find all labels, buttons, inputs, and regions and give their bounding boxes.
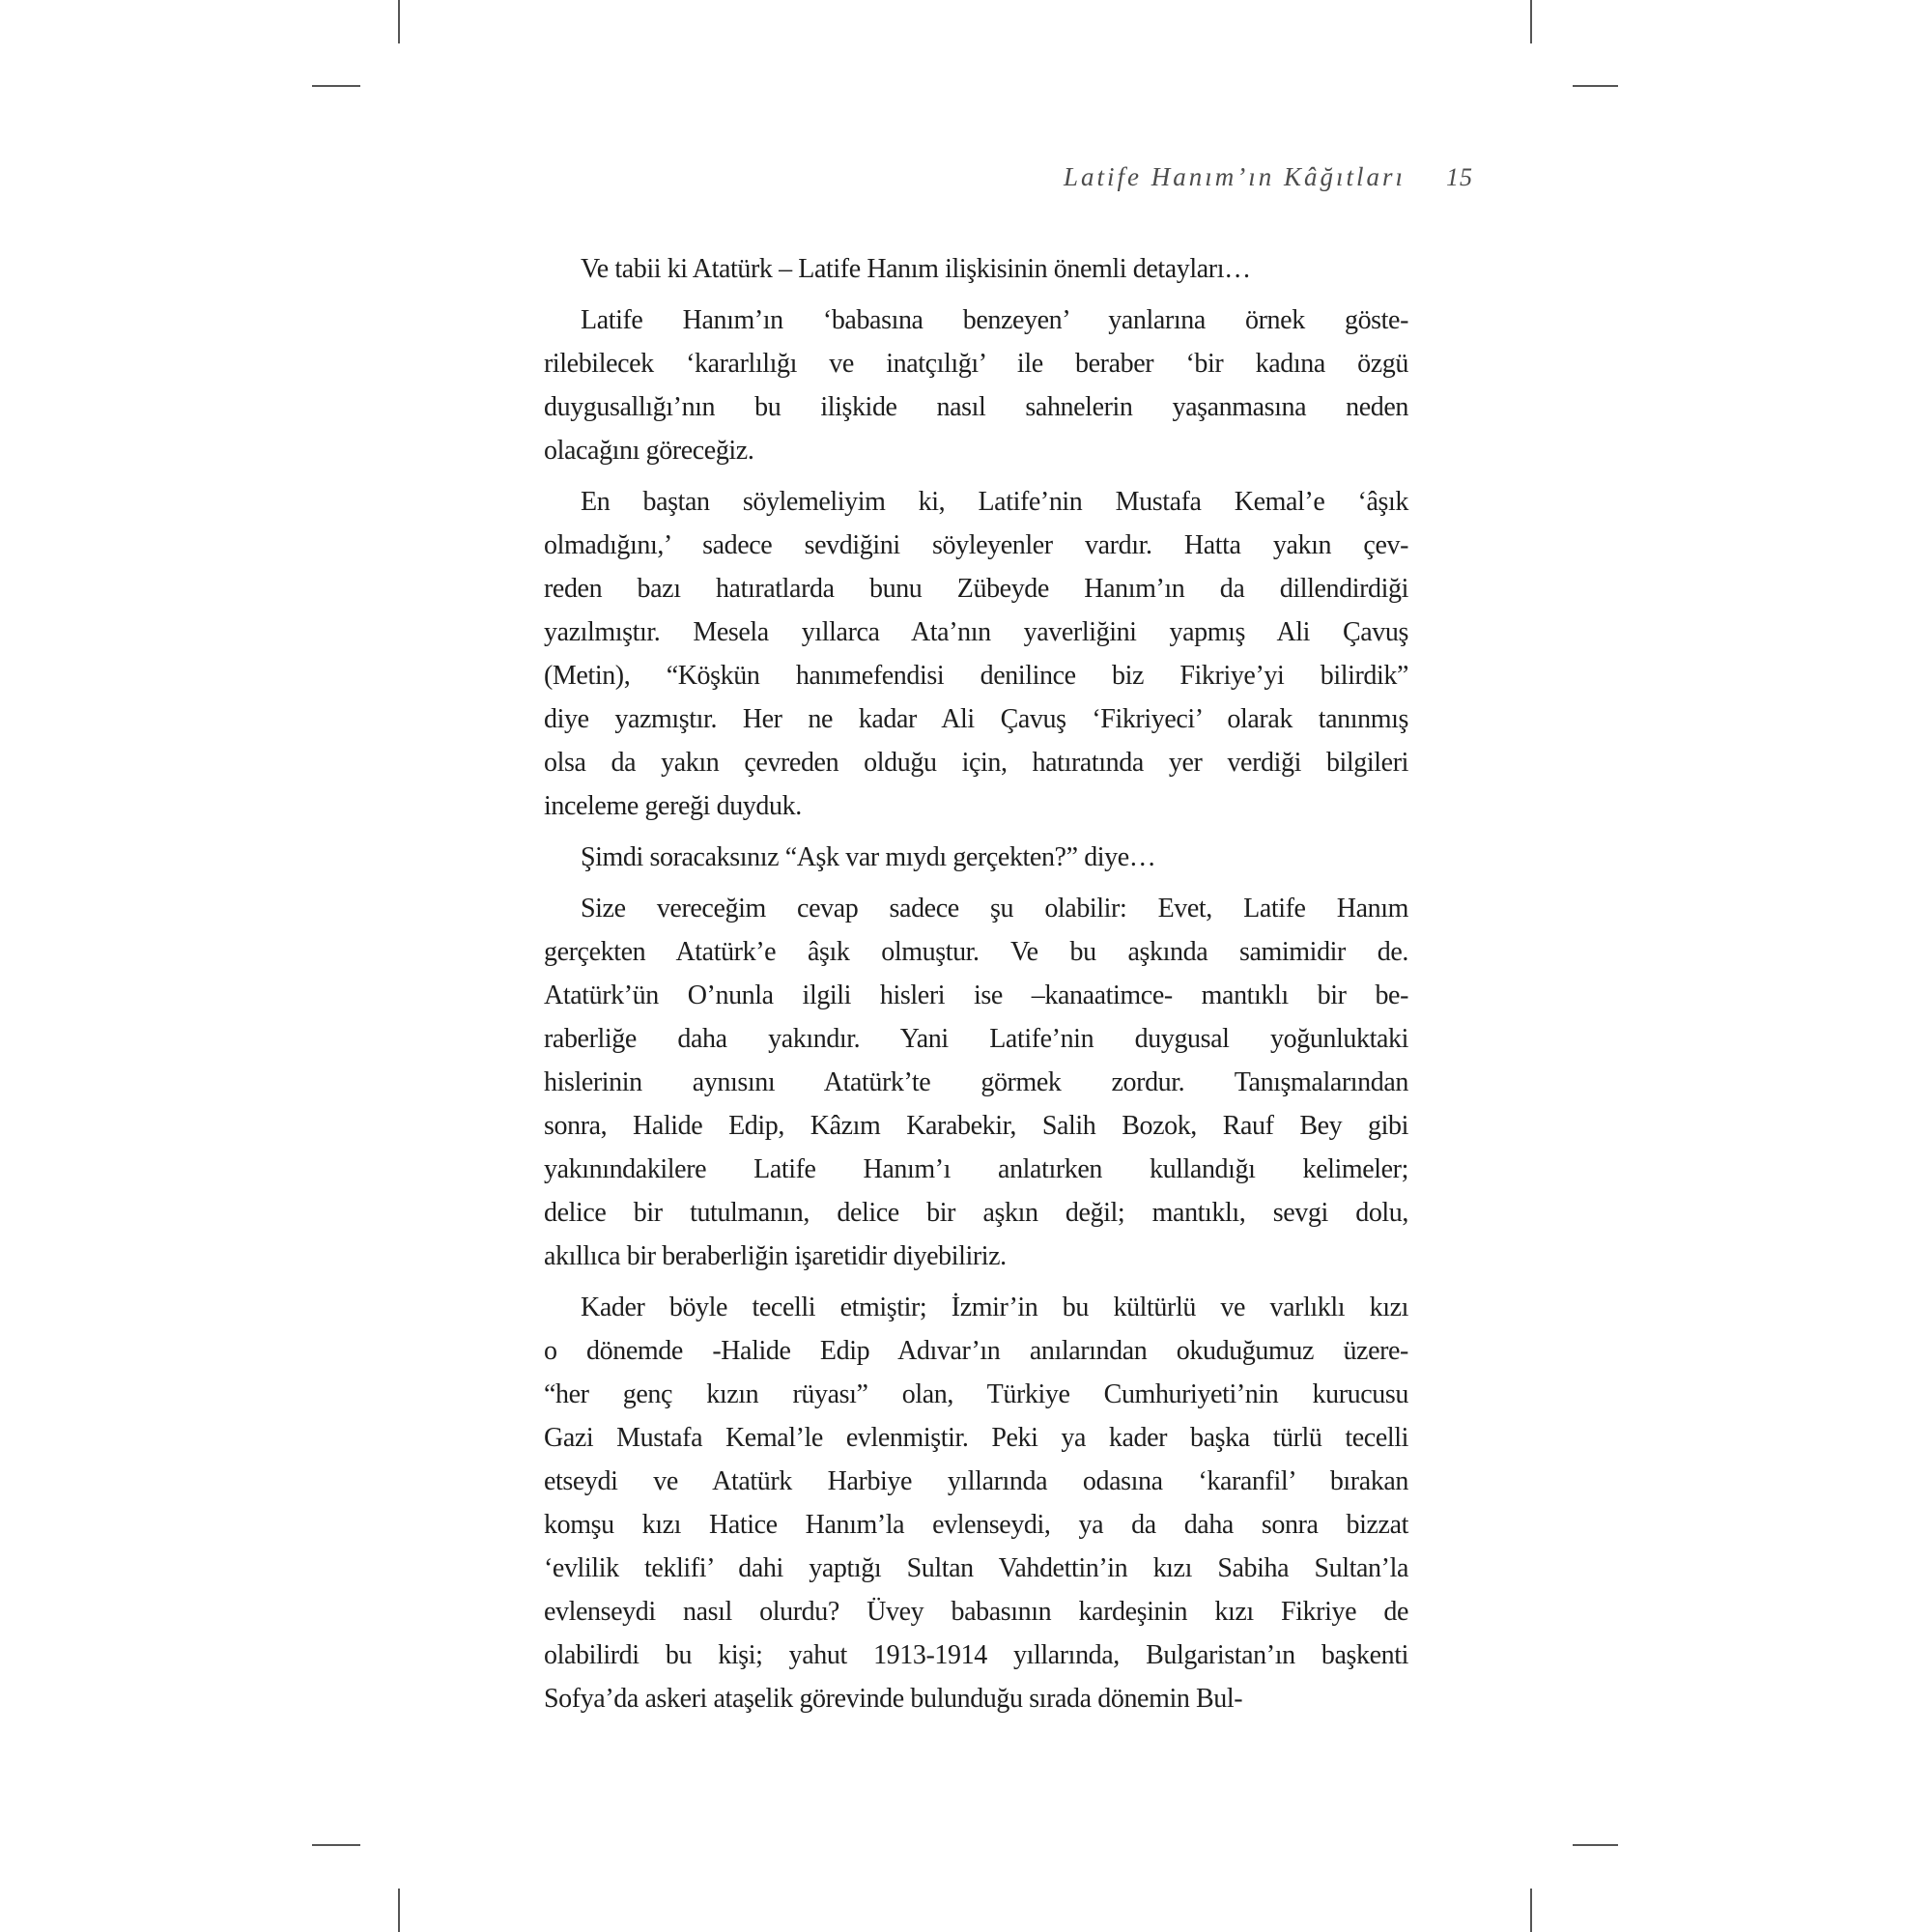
- text-line: inceleme gereği duyduk.: [544, 791, 802, 821]
- text-line: etseydi ve Atatürk Harbiye yıllarında odasına ‘karanfil’ bırakan: [544, 1466, 1408, 1496]
- text-line: (Metin), “Köşkün hanımefendisi denilince biz Fikriye’yi bilirdik”: [544, 661, 1408, 691]
- paragraph: [544, 298, 1408, 472]
- text-line: Sofya’da askeri ataşelik görevinde bulunduğu sırada dönemin Bul-: [544, 1684, 1243, 1714]
- text-line: raberliğe daha yakındır. Yani Latife’nin duygusal yoğunluktaki: [544, 1024, 1408, 1054]
- text-line: yazılmıştır. Mesela yıllarca Ata’nın yaverliğini yapmış Ali Çavuş: [544, 617, 1408, 647]
- text-line: “her genç kızın rüyası” olan, Türkiye Cumhuriyeti’nin kurucusu: [544, 1379, 1408, 1409]
- text-line: olmadığını,’ sadece sevdiğini söyleyenler vardır. Hatta yakın çev-: [544, 530, 1408, 560]
- crop-mark-left-bottom-horizontal: [312, 1844, 360, 1846]
- running-header-title: Latife Hanım’ın Kâğıtları: [1063, 162, 1406, 191]
- text-line: rilebilecek ‘kararlılığı ve inatçılığı’ ile beraber ‘bir kadına özgü: [544, 349, 1408, 379]
- text-line: olacağını göreceğiz.: [544, 436, 754, 466]
- text-line: sonra, Halide Edip, Kâzım Karabekir, Salih Bozok, Rauf Bey gibi: [544, 1111, 1408, 1141]
- paragraph: [544, 480, 1408, 828]
- crop-mark-right-bottom-horizontal: [1573, 1844, 1618, 1846]
- text-line: o dönemde -Halide Edip Adıvar’ın anılarından okuduğumuz üzere-: [544, 1336, 1408, 1366]
- page-number: 15: [1446, 163, 1473, 191]
- paragraph: [544, 1286, 1408, 1720]
- text-line: komşu kızı Hatice Hanım’la evlenseydi, ya da daha sonra bizzat: [544, 1510, 1408, 1540]
- text-line: hislerinin aynısını Atatürk’te görmek zordur. Tanışmalarından: [544, 1067, 1408, 1097]
- text-line: ‘evlilik teklifi’ dahi yaptığı Sultan Vahdettin’in kızı Sabiha Sultan’la: [544, 1553, 1408, 1583]
- text-line: reden bazı hatıratlarda bunu Zübeyde Hanım’ın da dillendirdiği: [544, 574, 1408, 604]
- text-line: En baştan söylemeliyim ki, Latife’nin Mustafa Kemal’e ‘âşık: [581, 487, 1408, 517]
- text-line: diye yazmıştır. Her ne kadar Ali Çavuş ‘Fikriyeci’ olarak tanınmış: [544, 704, 1408, 734]
- crop-mark-bottom-left-vertical: [398, 1889, 400, 1932]
- crop-mark-bottom-right-vertical: [1530, 1889, 1532, 1932]
- text-line: gerçekten Atatürk’e âşık olmuştur. Ve bu aşkında samimidir de.: [544, 937, 1408, 967]
- text-line: Latife Hanım’ın ‘babasına benzeyen’ yanlarına örnek göste-: [581, 305, 1408, 335]
- text-line: Şimdi soracaksınız “Aşk var mıydı gerçekten?” diye…: [581, 842, 1156, 872]
- text-line: olsa da yakın çevreden olduğu için, hatıratında yer verdiği bilgileri: [544, 748, 1408, 778]
- running-header: [544, 162, 1473, 192]
- text-line: Atatürk’ün O’nunla ilgili hisleri ise –kanaatimce- mantıklı bir be-: [544, 980, 1408, 1010]
- text-line: Gazi Mustafa Kemal’le evlenmiştir. Peki ya kader başka türlü tecelli: [544, 1423, 1408, 1453]
- paragraph: [544, 887, 1408, 1278]
- text-line: Ve tabii ki Atatürk – Latife Hanım ilişkisinin önemli detayları…: [581, 254, 1251, 284]
- crop-mark-right-top-horizontal: [1573, 85, 1618, 87]
- text-line: evlenseydi nasıl olurdu? Üvey babasının kardeşinin kızı Fikriye de: [544, 1597, 1408, 1627]
- text-line: Size vereceğim cevap sadece şu olabilir: Evet, Latife Hanım: [581, 894, 1408, 923]
- text-line: olabilirdi bu kişi; yahut 1913-1914 yıllarında, Bulgaristan’ın başkenti: [544, 1640, 1408, 1670]
- text-line: Kader böyle tecelli etmiştir; İzmir’in bu kültürlü ve varlıklı kızı: [581, 1293, 1408, 1322]
- paragraph: [544, 247, 1408, 291]
- text-line: akıllıca bir beraberliğin işaretidir diyebiliriz.: [544, 1241, 1007, 1271]
- text-line: duygusallığı’nın bu ilişkide nasıl sahnelerin yaşanmasına neden: [544, 392, 1408, 422]
- crop-mark-top-left-vertical: [398, 0, 400, 43]
- paragraph: [544, 836, 1408, 879]
- crop-mark-top-right-vertical: [1530, 0, 1532, 43]
- text-line: delice bir tutulmanın, delice bir aşkın değil; mantıklı, sevgi dolu,: [544, 1198, 1408, 1228]
- text-block: [544, 247, 1408, 1720]
- crop-mark-left-top-horizontal: [312, 85, 360, 87]
- text-line: yakınındakilere Latife Hanım’ı anlatırken kullandığı kelimeler;: [544, 1154, 1408, 1184]
